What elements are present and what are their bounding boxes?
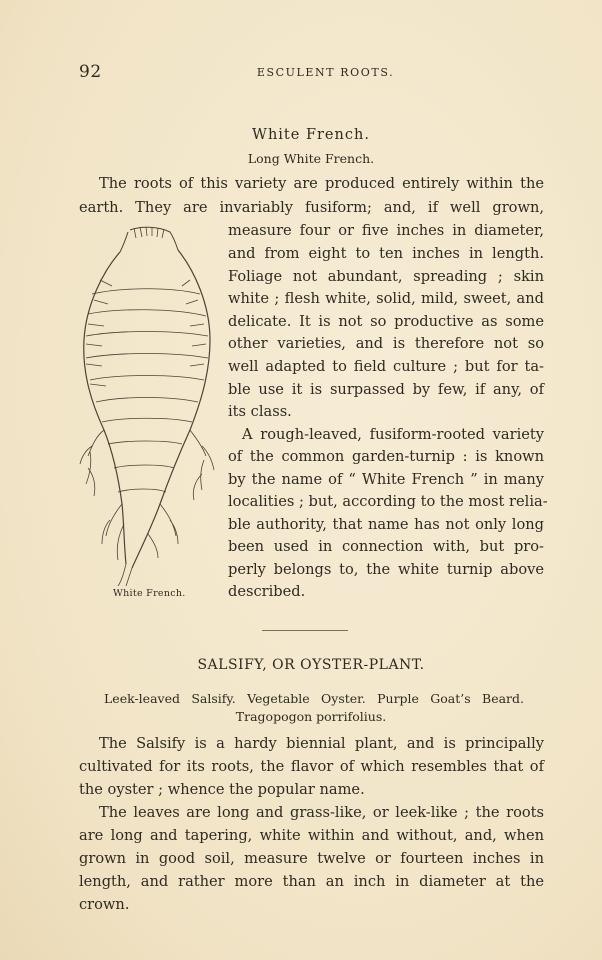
text-line: been used in connection with, but pro- [228, 538, 544, 555]
text-line: The Salsify is a hardy biennial plant, and is principally [99, 735, 544, 752]
text-line: ble use it is surpassed by few, if any, of [228, 381, 544, 398]
running-head: ESCULENT ROOTS. [256, 66, 395, 79]
text-line: ble authority, that name has not only long [228, 516, 544, 533]
text-line: measure four or five inches in diameter, [228, 222, 544, 239]
page-number: 92 [79, 62, 102, 82]
text-line: described. [228, 583, 306, 600]
figure-caption: White French. [113, 588, 186, 599]
text-line: crown. [79, 896, 130, 913]
white-french-root-illustration [78, 224, 218, 586]
synonym: Leek-leaved Salsify. [104, 691, 236, 706]
text-line: other varieties, and is therefore not so [228, 335, 544, 352]
page-header [79, 62, 542, 86]
section-subheading-white-french: Long White French. [247, 151, 375, 166]
text-line: delicate. It is not so productive as some [228, 313, 544, 330]
text-line: well adapted to field culture ; but for ta- [228, 358, 544, 375]
salsify-synonyms [104, 691, 524, 706]
text-line: The roots of this variety are produced entirely within the [99, 175, 544, 192]
botanical-name: Tragopogon porrifolius. [235, 709, 387, 724]
text-line: white ; flesh white, solid, mild, sweet, and [228, 290, 544, 307]
text-line: The leaves are long and grass-like, or leek-like ; the roots [99, 804, 544, 821]
text-line: by the name of “ White French ” in many [228, 471, 544, 488]
text-line: the oyster ; whence the popular name. [79, 781, 365, 798]
text-line: Foliage not abundant, spreading ; skin [228, 268, 544, 285]
text-line: its class. [228, 403, 292, 420]
text-line: length, and rather more than an inch in diameter at the [79, 873, 544, 890]
text-line: localities ; but, according to the most relia- [228, 493, 548, 510]
text-line: of the common garden-turnip : is known [228, 448, 544, 465]
section-divider [262, 630, 348, 631]
synonym: Purple Goat’s Beard. [377, 691, 524, 706]
text-line: A rough-leaved, fusiform-rooted variety [242, 426, 544, 443]
synonym: Vegetable Oyster. [247, 691, 366, 706]
text-line: perly belongs to, the white turnip above [228, 561, 544, 578]
text-line: cultivated for its roots, the flavor of which resembles that of [79, 758, 544, 775]
text-line: earth. They are invariably fusiform; and, if well grown, [79, 199, 544, 216]
text-line: and from eight to ten inches in length. [228, 245, 544, 262]
text-line: are long and tapering, white within and without, and, when [79, 827, 544, 844]
section-heading-white-french: White French. [252, 127, 370, 143]
text-line: grown in good soil, measure twelve or fourteen inches in [79, 850, 544, 867]
section-heading-salsify: SALSIFY, OR OYSTER-PLANT. [197, 657, 425, 673]
